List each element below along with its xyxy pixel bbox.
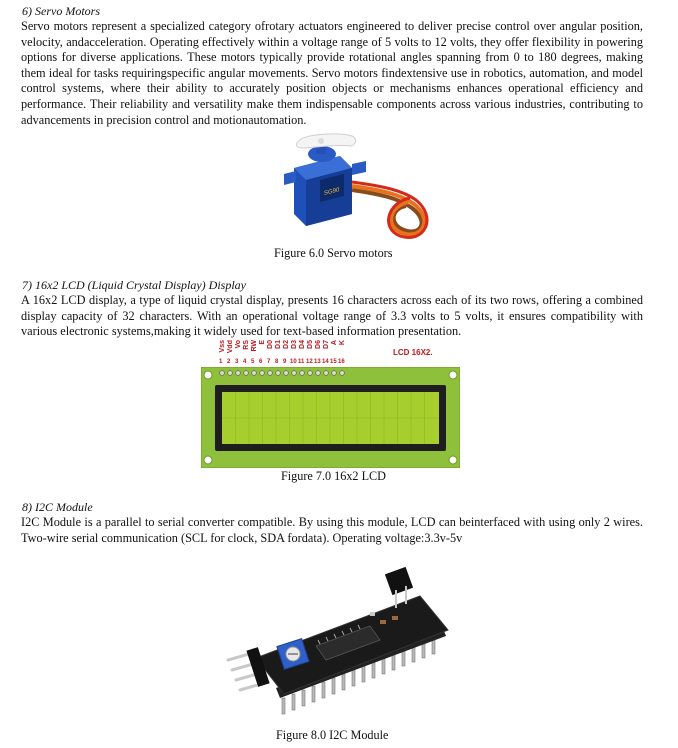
lcd-pin-number: 16 — [338, 359, 345, 365]
lcd-pin-number: 12 — [306, 359, 313, 365]
lcd-pin-label: Vo — [235, 340, 242, 349]
section-heading-i2c: 8) I2C Module — [22, 500, 93, 514]
lcd-pin-number: 3 — [235, 359, 239, 365]
lcd-pin-label: D7 — [323, 340, 330, 349]
section-heading-servo: 6) Servo Motors — [22, 4, 100, 18]
lcd-pin-label: K — [339, 340, 346, 346]
lcd-pin-number: 2 — [227, 359, 231, 365]
servo-motor-image — [280, 128, 440, 240]
lcd-pin-numbers — [219, 359, 359, 367]
lcd-pin-number: 7 — [267, 359, 271, 365]
lcd-pin-number: 5 — [251, 359, 255, 365]
lcd-pin-label: D5 — [307, 340, 314, 349]
i2c-paragraph: I2C Module is a parallel to serial converter compatible. By using this module, LCD can beinterfaced with using only 2 wires. Two-wire serial communication (SCL for clock, SDA fordata). Operating voltage:3.3v-5v — [21, 515, 643, 545]
section-heading-lcd: 7) 16x2 LCD (Liquid Crystal Display) Display — [22, 278, 246, 292]
lcd-pin-number: 9 — [283, 359, 287, 365]
lcd-pin-label: Vss — [219, 340, 226, 353]
lcd-pin-label: D3 — [291, 340, 298, 349]
lcd-pin-labels — [219, 340, 359, 360]
lcd-16x2-image — [201, 340, 460, 468]
lcd-pin-number: 1 — [219, 359, 223, 365]
lcd-board-label: LCD 16X2. — [393, 348, 433, 357]
lcd-board — [201, 367, 460, 468]
lcd-pin-label: RW — [251, 340, 258, 352]
lcd-pin-label: D1 — [275, 340, 282, 349]
i2c-module-image — [220, 560, 460, 722]
figure-caption-servo: Figure 6.0 Servo motors — [274, 246, 393, 260]
lcd-pin-label: D2 — [283, 340, 290, 349]
lcd-pin-number: 11 — [298, 359, 305, 365]
lcd-pin-label: RS — [243, 340, 250, 350]
lcd-paragraph: A 16x2 LCD display, a type of liquid crystal display, presents 16 characters across each of its two rows, offering a combined display capacity of 32 characters. With an operational voltage range of 3.3 volts to 5 volts, it ensures compatibility with various electronic systems,making it widely used for text-based information presentation. — [21, 293, 643, 339]
figure-caption-lcd: Figure 7.0 16x2 LCD — [281, 469, 386, 483]
lcd-pin-number: 10 — [290, 359, 297, 365]
lcd-pin-number: 14 — [322, 359, 329, 365]
lcd-pin-label: Vdd — [227, 340, 234, 354]
lcd-pin-number: 15 — [330, 359, 337, 365]
figure-caption-i2c: Figure 8.0 I2C Module — [276, 728, 389, 742]
lcd-pin-number: 13 — [314, 359, 321, 365]
lcd-pin-number: 4 — [243, 359, 247, 365]
lcd-pin-label: D6 — [315, 340, 322, 349]
svg-text:SG90: SG90 — [324, 186, 340, 197]
lcd-pin-number: 6 — [259, 359, 263, 365]
lcd-pin-number: 8 — [275, 359, 279, 365]
servo-paragraph: Servo motors represent a specialized category ofrotary actuators engineered to deliver precise control over angular position, velocity, andacceleration. Operating effectively within a voltage range of 5 volts to 12 volts, they offer flexibility in powering options for diverse applications. These motors typically provide rotational angles spanning from 0 to 180 degrees, making them ideal for tasks requiringspecific angular movements. Servo motors findextensive use in robotics, automation, and model control systems, where their ability to accurately position objects or mechanisms enhances operational efficiency and performance. Their reliability and versatility make them indispensable components across various industries, contributing to advancements in precision control and motionautomation. — [21, 19, 643, 127]
lcd-pin-label: E — [259, 340, 266, 345]
lcd-pin-label: A — [331, 340, 338, 346]
lcd-pin-label: D0 — [267, 340, 274, 349]
lcd-pin-label: D4 — [299, 340, 306, 349]
